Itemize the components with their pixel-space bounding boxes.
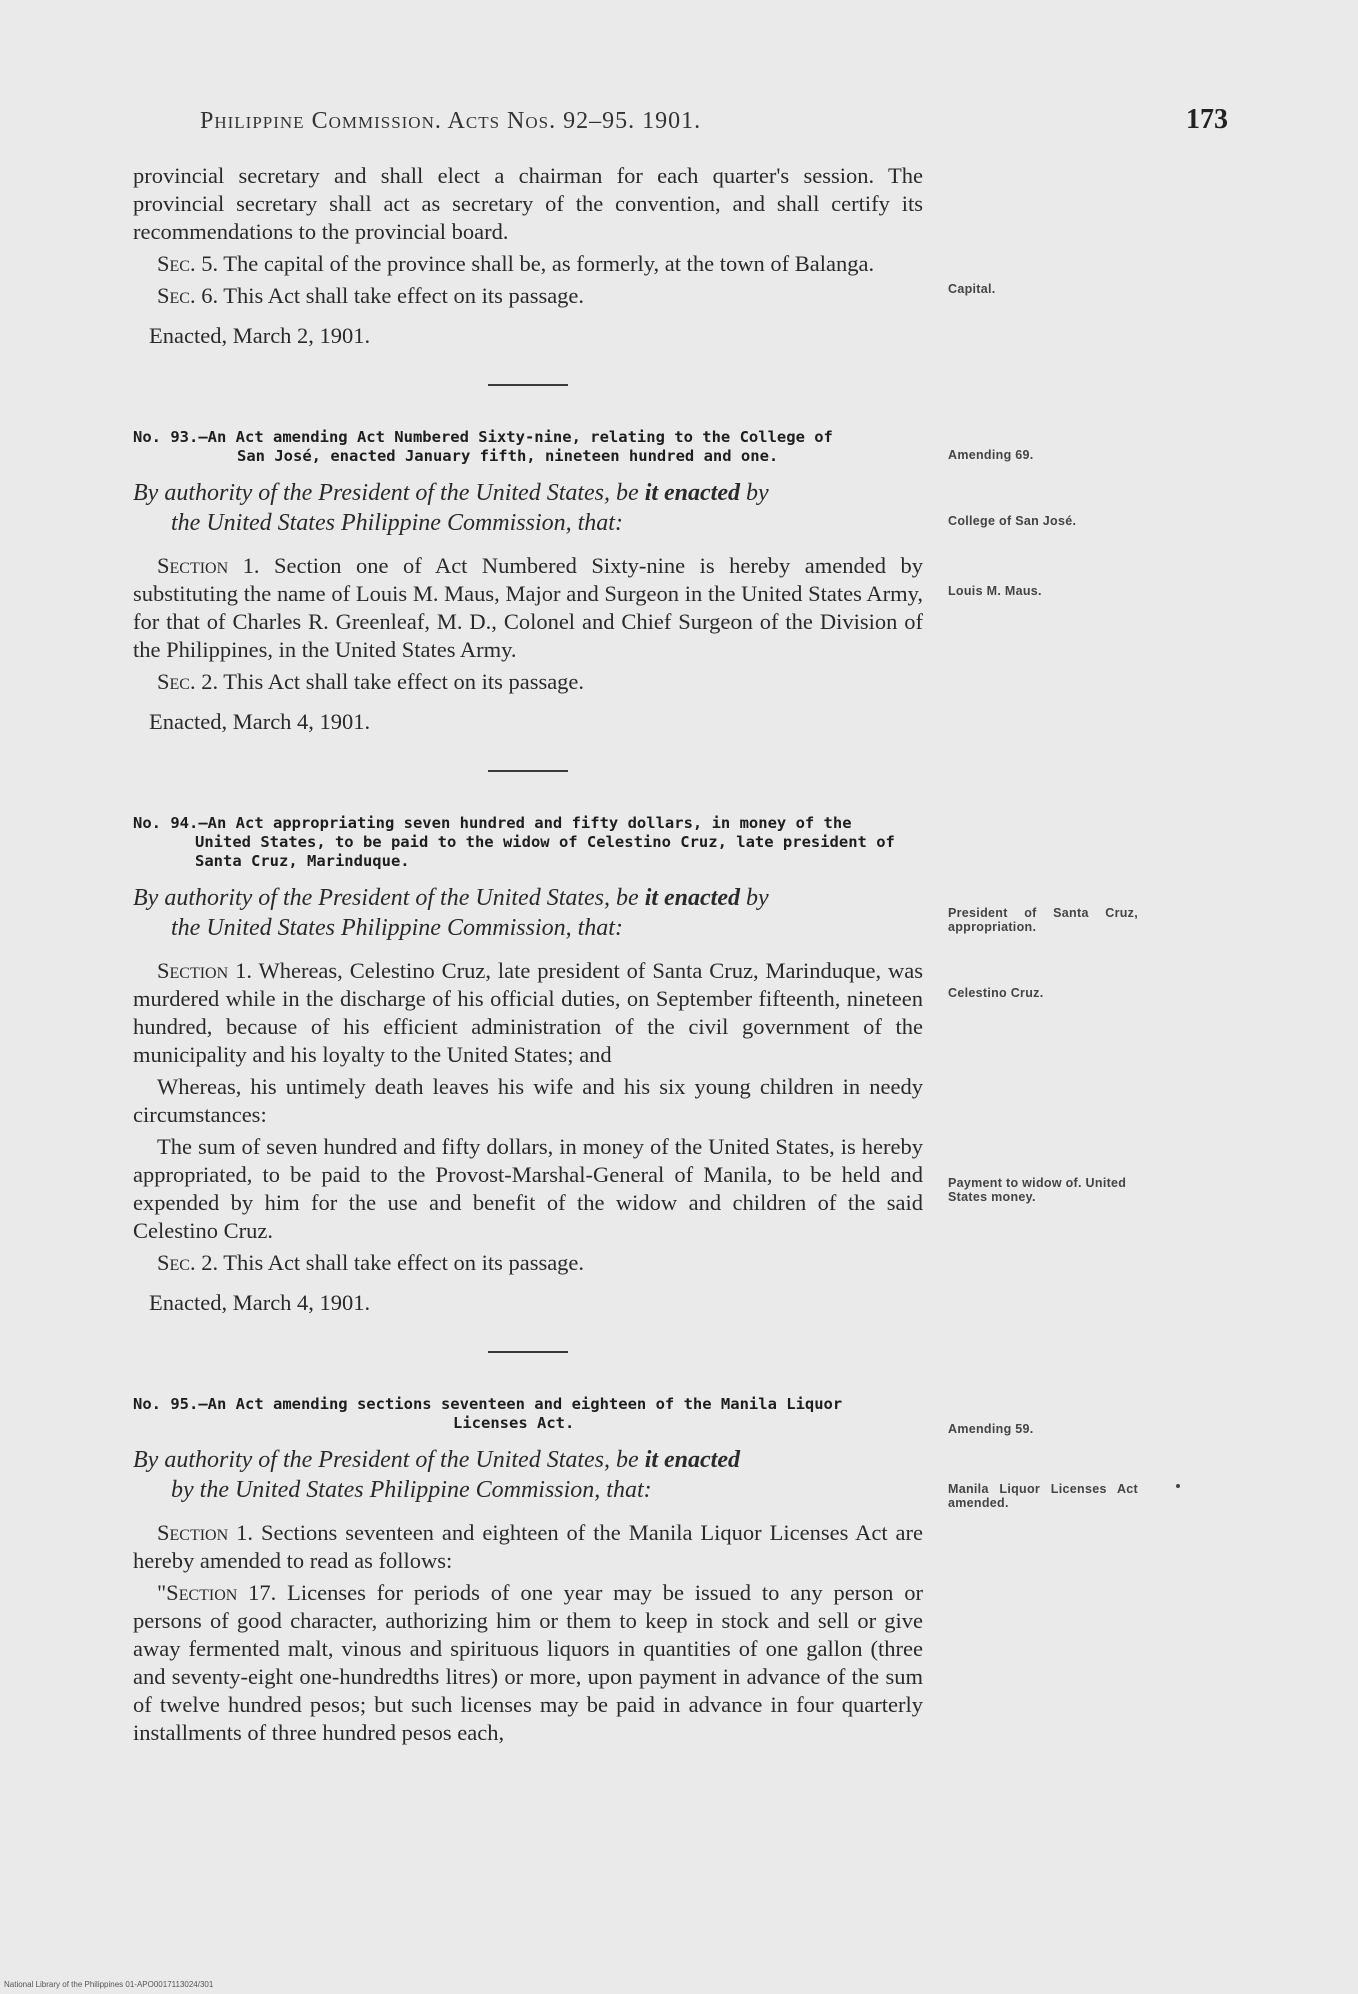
- section-text: The capital of the province shall be, as formerly, at the town of Balanga.: [218, 251, 875, 276]
- act-94-sum: The sum of seven hundred and fifty dollars, in money of the United States, is hereby appropriated, to be paid to the Provost-Marshal-General of Manila, to be held and expended by him for the use and benefit of the widow and children of the said Celestino Cruz.: [133, 1134, 923, 1243]
- act-93-enacted: Enacted, March 4, 1901.: [149, 709, 371, 734]
- act-95-section-1: [133, 1519, 923, 1575]
- margin-note-amending-59: Amending 59.: [948, 1422, 1034, 1436]
- act-number: No. 95.: [133, 1395, 199, 1413]
- act-title-line: —An Act amending sections seventeen and eighteen of the Manila Liquor: [198, 1395, 843, 1413]
- act-95-heading: [133, 1395, 923, 1433]
- authority-bold: it enacted: [644, 1447, 740, 1473]
- margin-note-college: College of San José.: [948, 514, 1077, 528]
- act-title-line: Santa Cruz, Marinduque.: [195, 852, 410, 870]
- section-divider: [488, 1351, 568, 1353]
- margin-note-payment: Payment to widow of. United States money.: [948, 1176, 1127, 1204]
- act-number: No. 93.: [133, 428, 199, 446]
- act-93-section-1: [133, 552, 923, 664]
- margin-note-amending-69: Amending 69.: [948, 448, 1034, 462]
- section-divider: [488, 384, 568, 386]
- page-number: 173: [1186, 104, 1228, 135]
- margin-note-maus: Louis M. Maus.: [948, 584, 1042, 598]
- authority-text: the United States Philippine Commission, that:: [171, 510, 623, 536]
- section-label: Sec. 5.: [157, 251, 219, 276]
- act-94-heading: [133, 814, 923, 871]
- authority-text: by: [740, 480, 769, 506]
- act-title-line: United States, to be paid to the widow of Celestino Cruz, late president of: [195, 833, 895, 851]
- act-title-line: Licenses Act.: [453, 1414, 575, 1432]
- section-label: Sec. 2.: [157, 1250, 219, 1275]
- act-title-line: —An Act appropriating seven hundred and fifty dollars, in money of the: [198, 814, 852, 832]
- section-text: Section one of Act Numbered Sixty-nine is hereby amended by substituting the name of Louis M. Maus, Major and Surgeon in the United States Army, for that of Charles R. Greenleaf, M. D., Colonel and Chief Surgeon of the Division of the Philippines, in the United States Army.: [133, 553, 923, 662]
- authority-text: the United States Philippine Commission, that:: [171, 915, 623, 941]
- section-text: Whereas, Celestino Cruz, late president of Santa Cruz, Marinduque, was murdered while in the discharge of his official duties, on September fifteenth, nineteen hundred, because of his efficient administration of the civil government of the municipality and his loyalty to the United States; and: [133, 958, 923, 1067]
- section-label: Section 1.: [157, 553, 260, 578]
- section-label: Section 1.: [157, 958, 252, 983]
- margin-note-celestino: Celestino Cruz.: [948, 986, 1044, 1000]
- authority-bold: it enacted: [644, 885, 740, 911]
- section-text: This Act shall take effect on its passage.: [218, 1250, 585, 1275]
- authority-text: By authority of the President of the United States, be: [133, 1447, 645, 1473]
- act-95-section-17: [133, 1579, 923, 1747]
- act-94-authority: [133, 883, 923, 943]
- scan-footer: National Library of the Philippines 01-APO0017113024/301: [4, 1980, 214, 1989]
- running-head: Philippine Commission. Acts Nos. 92–95. 1901.: [200, 108, 702, 134]
- section-label: Sec. 6.: [157, 283, 219, 308]
- margin-note-manila-liquor: Manila Liquor Licenses Act amended.: [948, 1482, 1138, 1510]
- act-title-line: —An Act amending Act Numbered Sixty-nine, relating to the College of: [198, 428, 833, 446]
- section-label: Section 1.: [157, 1520, 254, 1545]
- authority-text: by: [740, 885, 769, 911]
- authority-bold: it enacted: [644, 480, 740, 506]
- intro-enacted: Enacted, March 2, 1901.: [149, 323, 371, 348]
- section-text: This Act shall take effect on its passage.: [218, 669, 585, 694]
- section-text: This Act shall take effect on its passage.: [218, 283, 585, 308]
- stray-mark: [1176, 1484, 1180, 1488]
- page-body: [133, 162, 923, 1751]
- section-label: "Section 17.: [157, 1580, 277, 1605]
- intro-section-6: [133, 282, 923, 310]
- section-text: Sections seventeen and eighteen of the Manila Liquor Licenses Act are hereby amended to read as follows:: [133, 1520, 924, 1573]
- margin-note-capital: Capital.: [948, 282, 996, 296]
- margin-note-santa-cruz: President of Santa Cruz, appropriation.: [948, 906, 1138, 934]
- authority-text: By authority of the President of the United States, be: [133, 480, 645, 506]
- act-93-heading: [133, 428, 923, 466]
- act-94-whereas: Whereas, his untimely death leaves his wife and his six young children in needy circumstances:: [133, 1074, 923, 1127]
- act-94-section-1: [133, 957, 923, 1069]
- intro-section-5: [133, 250, 923, 278]
- act-93-authority: [133, 478, 923, 538]
- act-number: No. 94.: [133, 814, 199, 832]
- act-title-line: San José, enacted January fifth, nineteen hundred and one.: [237, 447, 779, 465]
- intro-paragraph: provincial secretary and shall elect a chairman for each quarter's session. The provincial secretary shall act as secretary of the convention, and shall certify its recommendations to the provincial board.: [133, 163, 923, 244]
- act-93-section-2: [133, 668, 923, 696]
- act-94-section-2: [133, 1249, 923, 1277]
- act-94-enacted: Enacted, March 4, 1901.: [149, 1290, 371, 1315]
- section-label: Sec. 2.: [157, 669, 219, 694]
- authority-text: By authority of the President of the United States, be: [133, 885, 645, 911]
- section-text: Licenses for periods of one year may be issued to any person or persons of good character, authorizing him or them to keep in stock and sell or give away fermented malt, vinous and spirituous liquors in quantities of one gallon (three and seventy-eight one-hundredths litres) or more, upon payment in advance of the sum of twelve hundred pesos; but such licenses may be paid in advance in four quarterly installments of three hundred pesos each,: [133, 1580, 923, 1745]
- authority-text: by the United States Philippine Commission, that:: [171, 1477, 652, 1503]
- section-divider: [488, 770, 568, 772]
- act-95-authority: [133, 1445, 923, 1505]
